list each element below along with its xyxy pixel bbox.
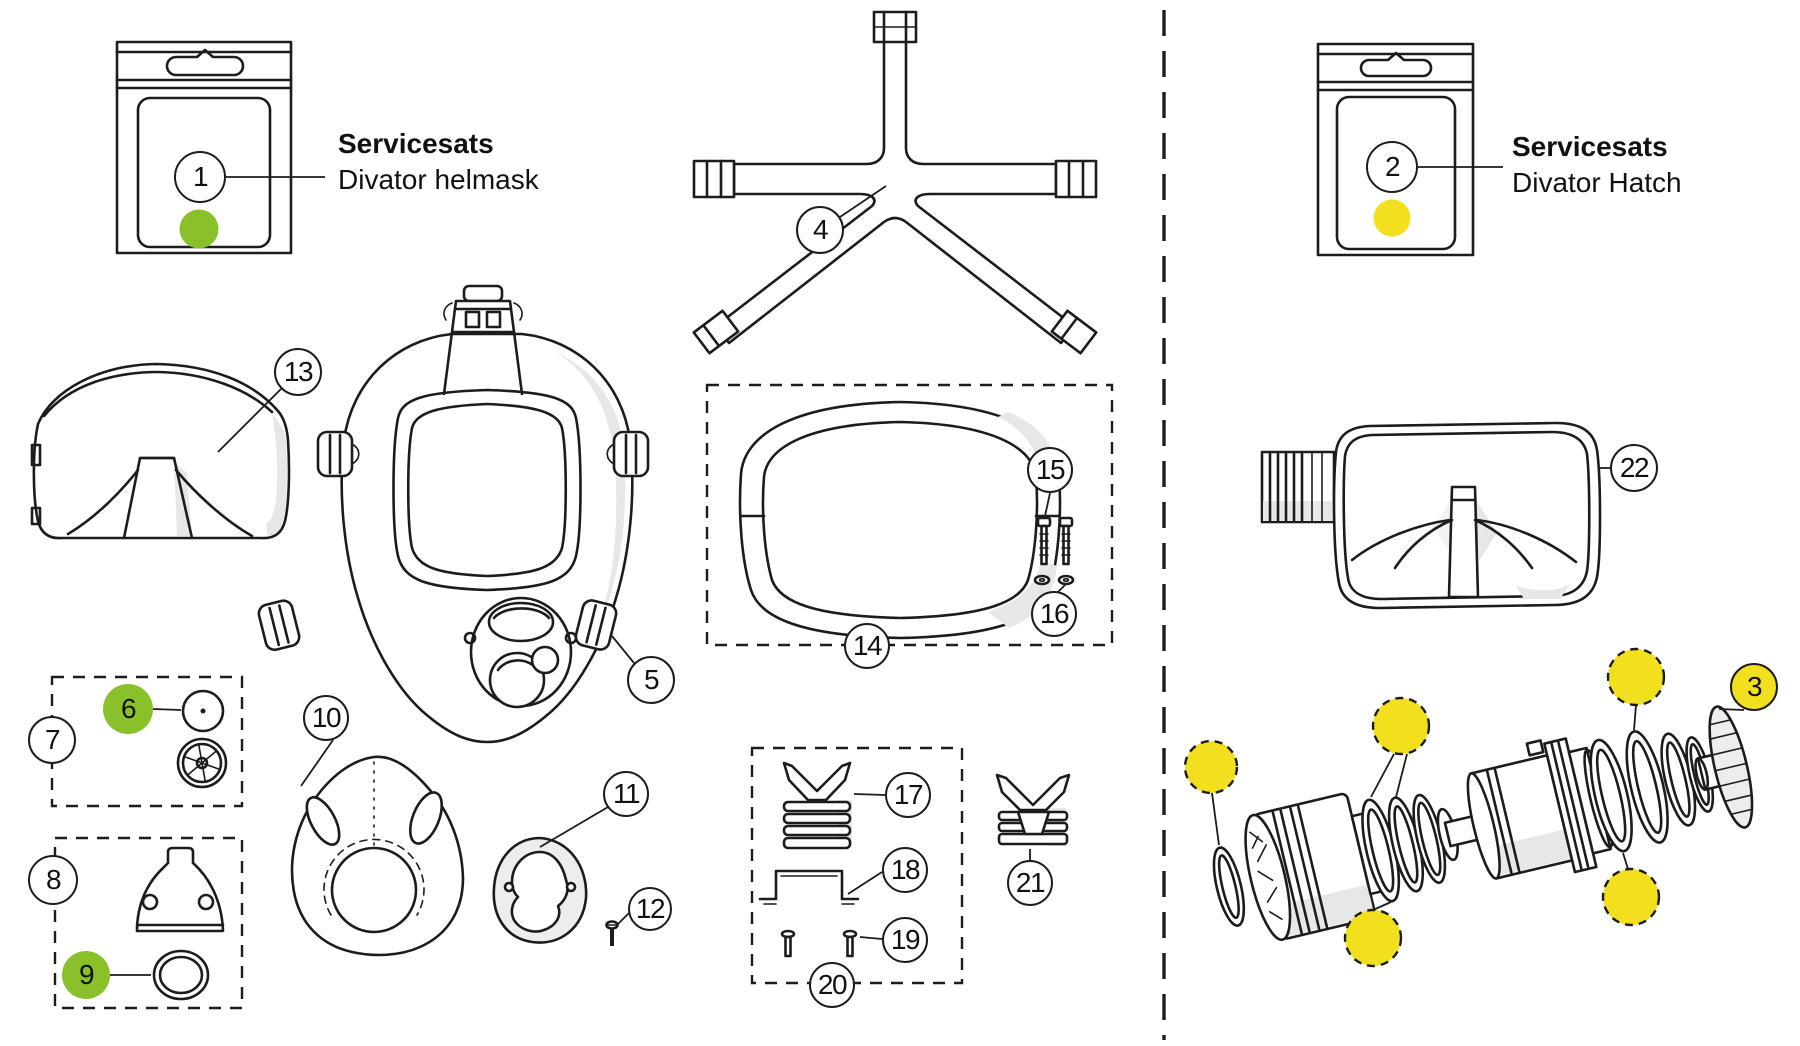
callout-11: 11	[603, 771, 649, 817]
callout-21: 21	[1007, 860, 1053, 906]
highlight-dot	[1373, 698, 1429, 754]
kit1-subtitle: Divator helmask	[338, 164, 539, 195]
highlight-dot	[1345, 910, 1401, 966]
callout-10: 10	[303, 695, 349, 741]
visor-lens-13	[32, 364, 289, 538]
valve-cover-plate	[137, 848, 223, 931]
highlight-dot	[1608, 649, 1664, 705]
callout-13: 13	[274, 348, 322, 396]
callout-9: 9	[62, 951, 110, 999]
callout-20: 20	[809, 962, 855, 1008]
valve-seat-wheel	[178, 739, 226, 787]
mask-bracket-21	[997, 775, 1069, 846]
callout-16: 16	[1031, 591, 1077, 637]
callout-22: 22	[1610, 444, 1658, 492]
kit2-label	[1512, 129, 1682, 201]
callout-14: 14	[844, 623, 890, 669]
kit1-title: Servicesats	[338, 128, 494, 159]
callout-15: 15	[1027, 447, 1073, 493]
gasket-11	[494, 838, 586, 943]
callout-8: 8	[28, 855, 78, 905]
buckle-upper-right	[607, 432, 648, 476]
kit1-label	[338, 126, 539, 198]
callout-7: 7	[28, 716, 76, 764]
hose-coupling	[1262, 452, 1334, 522]
callout-5: 5	[627, 656, 675, 704]
clip-bracket-18	[760, 871, 858, 904]
screw-12	[607, 922, 618, 947]
o-ring-9	[154, 951, 208, 999]
screws-19	[782, 931, 856, 956]
o-ring-small	[1208, 845, 1250, 928]
hatch-mask-22	[1262, 423, 1600, 608]
full-face-mask	[257, 286, 648, 742]
hatch-valve-assembly	[1201, 695, 1762, 953]
callout-6: 6	[103, 684, 153, 734]
callout-3: 3	[1730, 663, 1778, 711]
callout-1: 1	[174, 151, 226, 203]
kit2-subtitle: Divator Hatch	[1512, 167, 1682, 198]
callout-18: 18	[882, 847, 928, 893]
mask-bracket-17	[784, 763, 852, 848]
buckle-lower-left	[257, 599, 301, 652]
callout-17: 17	[885, 772, 931, 818]
service-box-20	[752, 748, 962, 983]
highlight-dot	[1603, 869, 1659, 925]
callout-4: 4	[796, 206, 844, 254]
inner-mask	[292, 757, 463, 955]
callout-19: 19	[882, 917, 928, 963]
highlight-dot	[1185, 741, 1237, 793]
kit1-package	[117, 42, 291, 253]
kit2-yellow-dot-icon	[1374, 200, 1411, 237]
buckle-upper-left	[318, 432, 359, 476]
callout-12: 12	[628, 887, 672, 931]
head-harness	[694, 12, 1096, 353]
kit2-title: Servicesats	[1512, 131, 1668, 162]
kit1-green-dot-icon	[180, 210, 219, 249]
callout-2: 2	[1366, 141, 1418, 193]
